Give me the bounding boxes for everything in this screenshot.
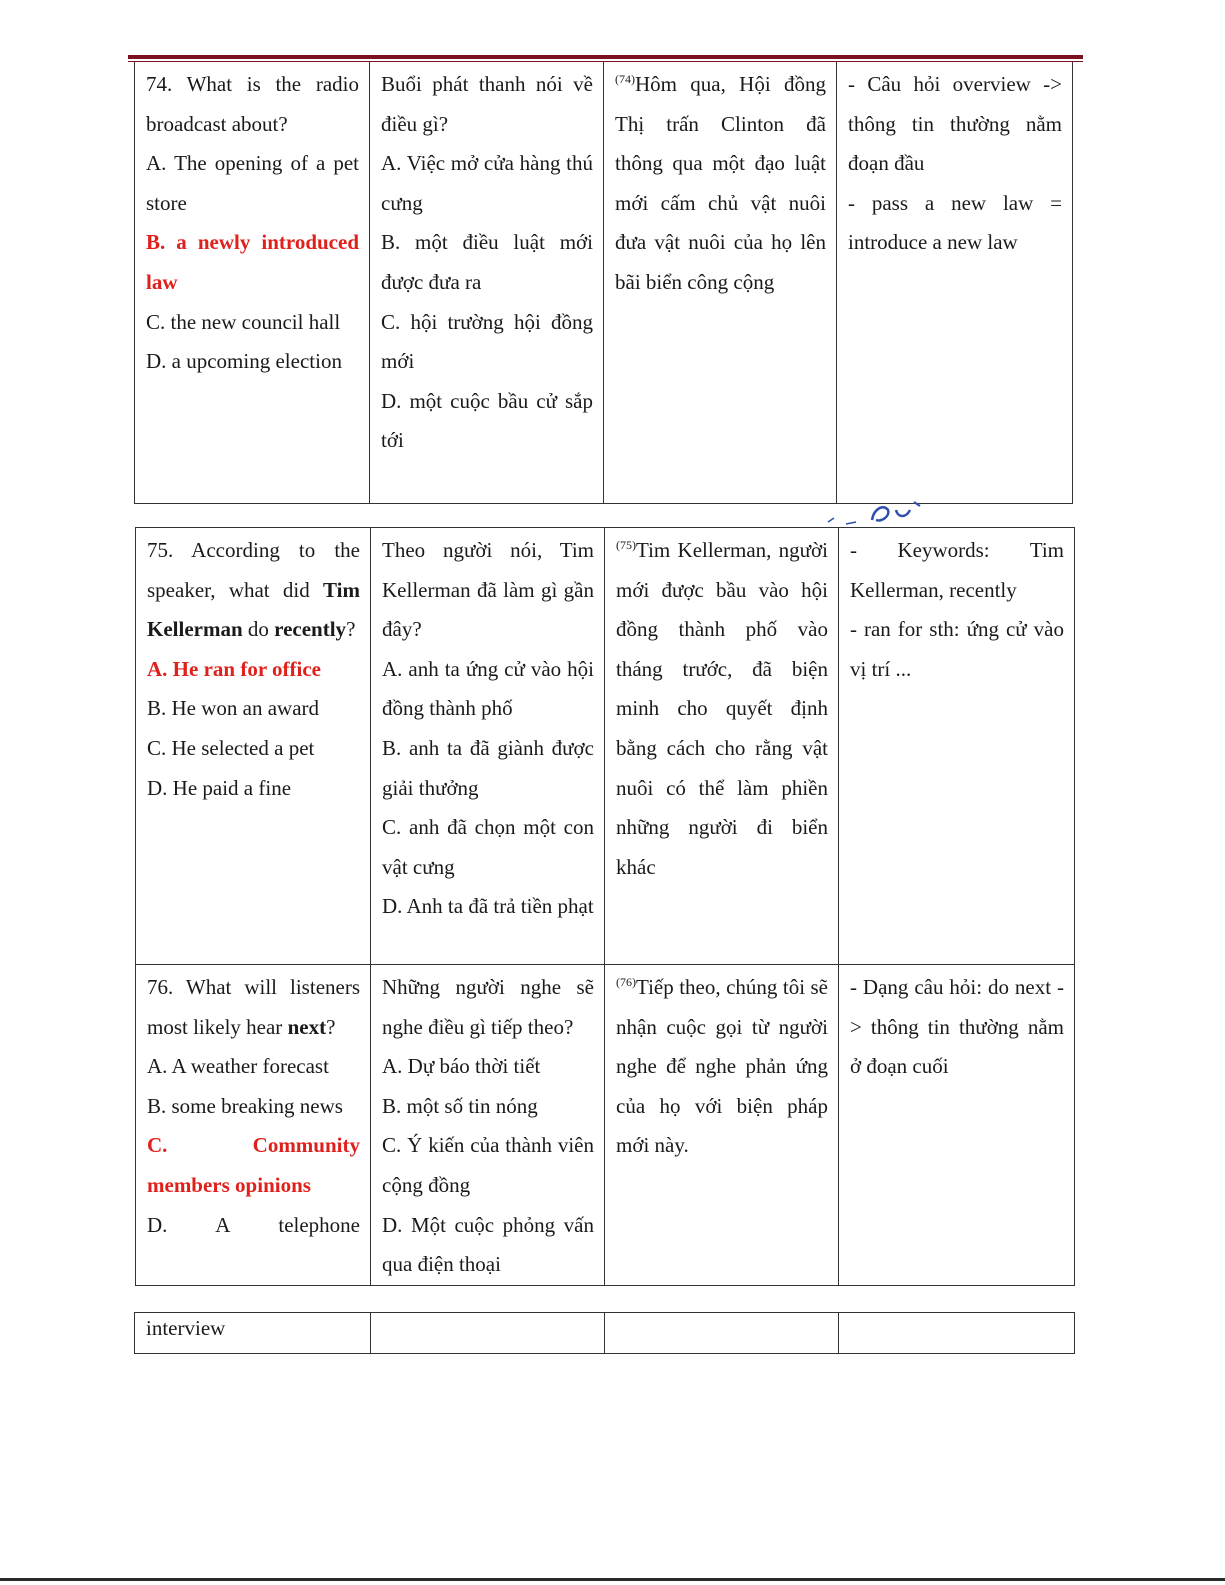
notes-cell xyxy=(839,1313,1075,1354)
reference-number: (75) xyxy=(616,538,636,552)
translation-cell xyxy=(371,1313,605,1354)
stamp-fragment xyxy=(826,500,926,526)
translation-question: Những người nghe sẽ nghe điều gì tiếp theo? xyxy=(382,975,594,1039)
question-cell xyxy=(136,965,371,1286)
question-text-part: ? xyxy=(326,1014,336,1039)
table-row xyxy=(135,1313,1075,1354)
question-keyword: recently xyxy=(274,617,347,642)
option-d: D. A telephone xyxy=(147,1212,360,1237)
translation-option-a: A. anh ta ứng cử vào hội đồng thành phố xyxy=(382,656,594,721)
translation-question: Theo người nói, Tim Kellerman đã làm gì gần đây? xyxy=(382,538,594,642)
question-keyword: Tim Kellerman xyxy=(147,577,360,642)
translation-cell xyxy=(371,965,605,1286)
transcript-cell xyxy=(605,528,839,965)
question-keyword: next xyxy=(287,1014,327,1039)
table-row xyxy=(136,528,1075,965)
transcript-text xyxy=(616,531,828,887)
translation-option-a: A. Dự báo thời tiết xyxy=(382,1054,541,1079)
transcript-cell xyxy=(604,62,837,503)
translation-option-c: C. hội trường hội đồng mới xyxy=(381,309,593,374)
question-text xyxy=(147,968,360,1047)
table-row xyxy=(136,965,1075,1286)
translation-option-b: B. anh ta đã giành được giải thưởng xyxy=(382,735,594,800)
translation-option-c: C. anh đã chọn một con vật cưng xyxy=(382,815,594,879)
transcript-body: Hôm qua, Hội đồng Thị trấn Clinton đã thông qua một đạo luật mới cấm chủ vật nuôi đưa vật nuôi của họ lên bãi biển công cộng xyxy=(615,72,826,294)
translation-option-d: D. Anh ta đã trả tiền phạt xyxy=(382,894,594,919)
continuation-table xyxy=(134,1312,1075,1354)
note-item: - Dạng câu hỏi: do next -> thông tin thường nằm ở đoạn cuối xyxy=(850,975,1064,1079)
notes-cell xyxy=(837,62,1073,503)
note-item: - Câu hỏi overview -> thông tin thường nằm đoạn đầu xyxy=(848,72,1062,176)
question-cell xyxy=(135,1313,371,1354)
translation-option-a: A. Việc mở cửa hàng thú cưng xyxy=(381,151,593,215)
notes-cell xyxy=(839,965,1075,1286)
option-a: A. The opening of a pet store xyxy=(146,151,359,215)
question-text xyxy=(147,531,360,650)
translation-cell xyxy=(370,62,604,503)
option-b: B. some breaking news xyxy=(147,1093,343,1118)
translation-option-c: C. Ý kiến của thành viên cộng đồng xyxy=(382,1133,594,1197)
translation-option-b: B. một số tin nóng xyxy=(382,1093,538,1118)
question-text-part: 76. What will listeners most likely hear xyxy=(147,975,360,1039)
question-cell xyxy=(136,528,371,965)
option-b-correct: B. a newly introduced law xyxy=(146,230,359,294)
note-item: - ran for sth: ứng cử vào vị trí ... xyxy=(850,617,1064,681)
notes-cell xyxy=(839,528,1075,965)
reference-number: (76) xyxy=(616,975,636,989)
option-b: B. He won an award xyxy=(147,696,320,721)
note-item: - pass a new law = introduce a new law xyxy=(848,190,1062,255)
footer-rule xyxy=(0,1578,1225,1581)
option-d-continued: interview xyxy=(146,1316,226,1340)
transcript-text xyxy=(616,968,828,1166)
question-75-76-table xyxy=(135,527,1075,1286)
note-item: - Keywords: Tim Kellerman, recently xyxy=(850,538,1064,602)
transcript-body: Tiếp theo, chúng tôi sẽ nhận cuộc gọi từ người nghe để nghe phản ứng của họ với biện pháp mới này. xyxy=(616,975,828,1158)
option-a: A. A weather forecast xyxy=(147,1054,329,1079)
option-c: C. He selected a pet xyxy=(147,735,315,760)
question-cell xyxy=(135,62,370,503)
option-a-correct: A. He ran for office xyxy=(147,656,321,681)
option-d: D. He paid a fine xyxy=(147,775,292,800)
transcript-cell xyxy=(605,965,839,1286)
question-text-part: do xyxy=(242,617,275,642)
option-c-correct: C. Community members opinions xyxy=(147,1133,360,1197)
translation-question: Buổi phát thanh nói về điều gì? xyxy=(381,72,593,136)
reference-number: (74) xyxy=(615,72,635,86)
question-text: 74. What is the radio broadcast about? xyxy=(146,72,359,136)
question-text-part: ? xyxy=(346,617,356,642)
transcript-cell xyxy=(605,1313,839,1354)
translation-option-b: B. một điều luật mới được đưa ra xyxy=(381,230,593,294)
translation-option-d: D. một cuộc bầu cử sắp tới xyxy=(381,388,593,453)
option-c: C. the new council hall xyxy=(146,309,341,334)
transcript-body: Tim Kellerman, người mới được bầu vào hội đồng thành phố vào tháng trước, đã biện minh cho quyết định bằng cách cho rằng vật nuôi có thể làm phiền những người đi biển khác xyxy=(616,538,828,879)
transcript-text xyxy=(615,65,826,303)
option-d: D. a upcoming election xyxy=(146,349,342,374)
translation-option-d: D. Một cuộc phỏng vấn qua điện thoại xyxy=(382,1212,594,1277)
translation-cell xyxy=(371,528,605,965)
table-row xyxy=(135,62,1073,503)
header-rule xyxy=(128,55,1083,59)
question-text-part: 75. According to the speaker, what did xyxy=(147,538,360,602)
question-74-table xyxy=(134,62,1073,504)
